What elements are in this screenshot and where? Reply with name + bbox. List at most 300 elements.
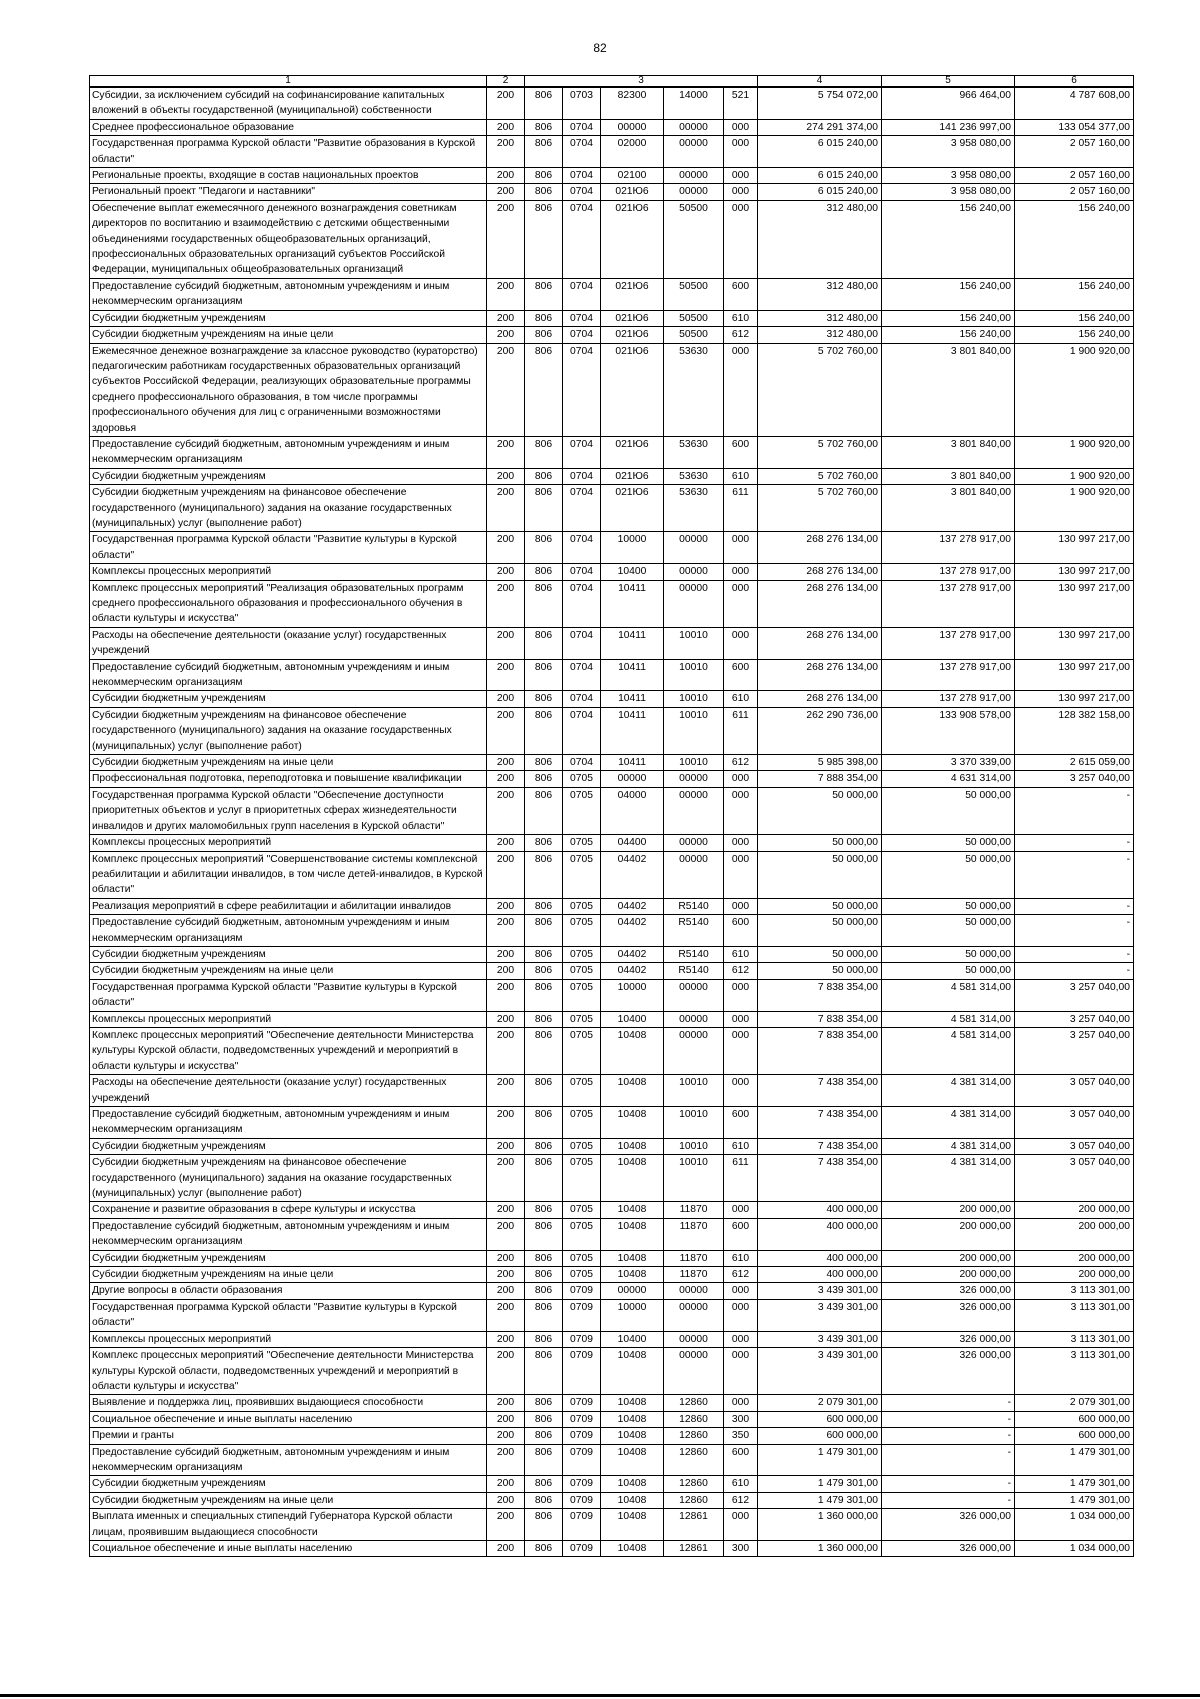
amount-col-6: - [1015,851,1134,898]
table-row [90,755,1134,771]
col-2-code: 200 [487,1202,525,1218]
section-code: 0704 [563,136,601,168]
amount-col-5: 133 908 578,00 [882,707,1015,754]
amount-col-5: 326 000,00 [882,1509,1015,1541]
amount-total: 268 276 134,00 [758,580,882,627]
amount-col-6: 3 113 301,00 [1015,1331,1134,1347]
amount-total: 400 000,00 [758,1267,882,1283]
amount-col-6: 200 000,00 [1015,1267,1134,1283]
expense-type: 000 [724,979,758,1011]
amount-col-6: 1 900 920,00 [1015,485,1134,532]
amount-col-5: - [882,1411,1015,1427]
col-2-code: 200 [487,1075,525,1107]
amount-col-5: 200 000,00 [882,1267,1015,1283]
section-code: 0709 [563,1476,601,1492]
amount-total: 50 000,00 [758,851,882,898]
amount-total: 312 480,00 [758,310,882,326]
amount-col-6: 2 057 160,00 [1015,136,1134,168]
table-row [90,1075,1134,1107]
ministry-code: 806 [525,1138,563,1154]
amount-col-5: - [882,1428,1015,1444]
amount-col-5: 3 801 840,00 [882,343,1015,436]
direction-code: 50500 [664,310,724,326]
amount-col-5: 156 240,00 [882,310,1015,326]
amount-col-5: 50 000,00 [882,787,1015,834]
row-name: Расходы на обеспечение деятельности (оказание услуг) государственных учреждений [90,1075,487,1107]
expense-type: 612 [724,327,758,343]
amount-col-6: 156 240,00 [1015,327,1134,343]
amount-col-6: 3 113 301,00 [1015,1348,1134,1395]
amount-total: 6 015 240,00 [758,184,882,200]
col-2-code: 200 [487,787,525,834]
amount-col-5: 4 581 314,00 [882,1027,1015,1074]
expense-type: 350 [724,1428,758,1444]
amount-total: 400 000,00 [758,1218,882,1250]
program-code: 021Ю6 [601,184,664,200]
program-code: 021Ю6 [601,200,664,278]
col-2-code: 200 [487,915,525,947]
amount-col-5: 200 000,00 [882,1218,1015,1250]
amount-col-5: 137 278 917,00 [882,532,1015,564]
table-row [90,851,1134,898]
ministry-code: 806 [525,168,563,184]
row-name: Субсидии бюджетным учреждениям [90,468,487,484]
ministry-code: 806 [525,1299,563,1331]
table-row [90,963,1134,979]
col-2-code: 200 [487,1509,525,1541]
section-code: 0704 [563,532,601,564]
ministry-code: 806 [525,343,563,436]
row-name: Предоставление субсидий бюджетным, автономным учреждениям и иным некоммерческим организациям [90,278,487,310]
ministry-code: 806 [525,1411,563,1427]
col-2-code: 200 [487,659,525,691]
table-row [90,532,1134,564]
direction-code: 00000 [664,168,724,184]
amount-col-6: 3 057 040,00 [1015,1138,1134,1154]
program-code: 00000 [601,119,664,135]
col-2-code: 200 [487,436,525,468]
table-row [90,1155,1134,1202]
direction-code: 10010 [664,1107,724,1139]
direction-code: 11870 [664,1250,724,1266]
table-row [90,1027,1134,1074]
program-code: 021Ю6 [601,327,664,343]
table-row [90,1395,1134,1411]
header-col-3: 3 [525,76,758,88]
amount-col-5: 4 581 314,00 [882,1011,1015,1027]
row-name: Субсидии бюджетным учреждениям на финансовое обеспечение государственного (муниципального) задания на оказание государственных (муниципальных) услуг (выполнение работ) [90,1155,487,1202]
row-name: Комплекс процессных мероприятий "Обеспечение деятельности Министерства культуры Курской области, подведомственных учреждений и мероприятий в области культуры и искусства" [90,1348,487,1395]
amount-total: 50 000,00 [758,787,882,834]
amount-col-5: - [882,1492,1015,1508]
ministry-code: 806 [525,1444,563,1476]
ministry-code: 806 [525,1348,563,1395]
direction-code: 12861 [664,1509,724,1541]
direction-code: 50500 [664,200,724,278]
row-name: Комплексы процессных мероприятий [90,835,487,851]
table-row [90,1202,1134,1218]
program-code: 10000 [601,1299,664,1331]
table-row [90,1411,1134,1427]
section-code: 0709 [563,1283,601,1299]
amount-col-5: 137 278 917,00 [882,691,1015,707]
section-code: 0704 [563,200,601,278]
table-row [90,1428,1134,1444]
expense-type: 000 [724,1027,758,1074]
expense-type: 610 [724,310,758,326]
amount-col-5: - [882,1444,1015,1476]
ministry-code: 806 [525,691,563,707]
program-code: 10408 [601,1155,664,1202]
amount-col-6: 1 034 000,00 [1015,1509,1134,1541]
amount-total: 5 754 072,00 [758,87,882,119]
section-code: 0704 [563,119,601,135]
amount-total: 5 702 760,00 [758,485,882,532]
amount-total: 3 439 301,00 [758,1331,882,1347]
section-code: 0709 [563,1411,601,1427]
direction-code: 50500 [664,278,724,310]
program-code: 02000 [601,136,664,168]
expense-type: 611 [724,1155,758,1202]
amount-col-6: 130 997 217,00 [1015,580,1134,627]
row-name: Комплекс процессных мероприятий "Обеспечение деятельности Министерства культуры Курской области, подведомственных учреждений и мероприятий в области культуры и искусства" [90,1027,487,1074]
ministry-code: 806 [525,564,563,580]
program-code: 10411 [601,580,664,627]
amount-col-5: 50 000,00 [882,835,1015,851]
direction-code: 12860 [664,1444,724,1476]
section-code: 0709 [563,1540,601,1556]
amount-col-6: - [1015,898,1134,914]
section-code: 0705 [563,915,601,947]
row-name: Комплексы процессных мероприятий [90,564,487,580]
table-row [90,691,1134,707]
direction-code: 53630 [664,468,724,484]
amount-col-5: 200 000,00 [882,1250,1015,1266]
direction-code: 00000 [664,1011,724,1027]
amount-col-6: 3 257 040,00 [1015,1027,1134,1074]
table-row [90,1299,1134,1331]
direction-code: 12860 [664,1411,724,1427]
program-code: 10408 [601,1509,664,1541]
row-name: Государственная программа Курской области "Развитие образования в Курской области" [90,136,487,168]
table-row [90,485,1134,532]
amount-total: 50 000,00 [758,915,882,947]
direction-code: 00000 [664,136,724,168]
expense-type: 000 [724,343,758,436]
direction-code: 11870 [664,1202,724,1218]
expense-type: 610 [724,1250,758,1266]
section-code: 0705 [563,1267,601,1283]
direction-code: 00000 [664,835,724,851]
amount-col-5: 4 381 314,00 [882,1138,1015,1154]
expense-type: 611 [724,707,758,754]
table-row [90,278,1134,310]
program-code: 04400 [601,835,664,851]
amount-total: 1 479 301,00 [758,1476,882,1492]
direction-code: R5140 [664,963,724,979]
table-row [90,310,1134,326]
amount-col-5: 4 381 314,00 [882,1075,1015,1107]
ministry-code: 806 [525,200,563,278]
program-code: 82300 [601,87,664,119]
section-code: 0704 [563,168,601,184]
row-name: Субсидии бюджетным учреждениям на иные цели [90,963,487,979]
ministry-code: 806 [525,755,563,771]
amount-total: 50 000,00 [758,835,882,851]
amount-total: 312 480,00 [758,200,882,278]
section-code: 0709 [563,1331,601,1347]
amount-col-6: 200 000,00 [1015,1218,1134,1250]
amount-col-5: 326 000,00 [882,1540,1015,1556]
direction-code: 12860 [664,1395,724,1411]
amount-col-6: 130 997 217,00 [1015,564,1134,580]
expense-type: 600 [724,1107,758,1139]
program-code: 10411 [601,755,664,771]
amount-col-5: 137 278 917,00 [882,580,1015,627]
table-row [90,835,1134,851]
ministry-code: 806 [525,979,563,1011]
table-row [90,1509,1134,1541]
table-row [90,436,1134,468]
amount-col-5: 4 381 314,00 [882,1155,1015,1202]
amount-col-6: 156 240,00 [1015,200,1134,278]
row-name: Комплекс процессных мероприятий "Совершенствование системы комплексной реабилитации и абилитации инвалидов, в том числе детей-инвалидов, в Курской области" [90,851,487,898]
expense-type: 000 [724,1395,758,1411]
amount-total: 3 439 301,00 [758,1348,882,1395]
amount-total: 50 000,00 [758,946,882,962]
direction-code: 53630 [664,485,724,532]
amount-total: 7 838 354,00 [758,1011,882,1027]
amount-col-5: 326 000,00 [882,1299,1015,1331]
col-2-code: 200 [487,1492,525,1508]
ministry-code: 806 [525,1492,563,1508]
row-name: Предоставление субсидий бюджетным, автономным учреждениям и иным некоммерческим организациям [90,915,487,947]
ministry-code: 806 [525,707,563,754]
program-code: 10408 [601,1540,664,1556]
ministry-code: 806 [525,915,563,947]
table-row [90,1218,1134,1250]
section-code: 0705 [563,1138,601,1154]
amount-col-5: 4 581 314,00 [882,979,1015,1011]
col-2-code: 200 [487,136,525,168]
ministry-code: 806 [525,835,563,851]
amount-col-5: - [882,1476,1015,1492]
row-name: Государственная программа Курской области "Развитие культуры в Курской области" [90,532,487,564]
row-name: Субсидии бюджетным учреждениям [90,1138,487,1154]
direction-code: 12860 [664,1492,724,1508]
row-name: Региональный проект "Педагоги и наставники" [90,184,487,200]
amount-col-6: 130 997 217,00 [1015,691,1134,707]
table-row [90,136,1134,168]
section-code: 0709 [563,1444,601,1476]
program-code: 021Ю6 [601,468,664,484]
amount-col-5: 3 958 080,00 [882,168,1015,184]
amount-col-6: 2 079 301,00 [1015,1395,1134,1411]
amount-total: 7 888 354,00 [758,771,882,787]
row-name: Обеспечение выплат ежемесячного денежного вознаграждения советникам директоров по воспитанию и взаимодействию с детскими общественными объединениями государственных общеобразовательных организаций, профессиональных образовательных организаций субъектов Российской Федерации, муниципальных общеобразовательных организаций [90,200,487,278]
table-row [90,343,1134,436]
amount-col-5: 50 000,00 [882,851,1015,898]
amount-col-6: 156 240,00 [1015,310,1134,326]
amount-col-5: - [882,1395,1015,1411]
direction-code: 00000 [664,564,724,580]
table-row [90,1476,1134,1492]
amount-col-6: 130 997 217,00 [1015,532,1134,564]
expense-type: 300 [724,1411,758,1427]
row-name: Предоставление субсидий бюджетным, автономным учреждениям и иным некоммерческим организациям [90,1218,487,1250]
ministry-code: 806 [525,659,563,691]
amount-total: 3 439 301,00 [758,1299,882,1331]
ministry-code: 806 [525,898,563,914]
ministry-code: 806 [525,1107,563,1139]
expense-type: 000 [724,898,758,914]
table-row [90,659,1134,691]
col-2-code: 200 [487,1331,525,1347]
ministry-code: 806 [525,1202,563,1218]
amount-col-5: 3 958 080,00 [882,184,1015,200]
amount-col-6: 130 997 217,00 [1015,627,1134,659]
amount-col-5: 4 381 314,00 [882,1107,1015,1139]
amount-col-5: 200 000,00 [882,1202,1015,1218]
ministry-code: 806 [525,1331,563,1347]
amount-col-6: - [1015,946,1134,962]
amount-col-6: 128 382 158,00 [1015,707,1134,754]
program-code: 04402 [601,946,664,962]
table-row [90,1444,1134,1476]
amount-total: 268 276 134,00 [758,659,882,691]
table-row [90,119,1134,135]
col-2-code: 200 [487,707,525,754]
row-name: Предоставление субсидий бюджетным, автономным учреждениям и иным некоммерческим организациям [90,659,487,691]
table-row [90,946,1134,962]
table-row [90,1267,1134,1283]
expense-type: 600 [724,278,758,310]
amount-total: 6 015 240,00 [758,136,882,168]
direction-code: 53630 [664,343,724,436]
ministry-code: 806 [525,1476,563,1492]
program-code: 10408 [601,1444,664,1476]
ministry-code: 806 [525,1509,563,1541]
table-row [90,580,1134,627]
section-code: 0704 [563,627,601,659]
section-code: 0704 [563,659,601,691]
row-name: Субсидии бюджетным учреждениям на иные цели [90,327,487,343]
amount-col-5: 3 801 840,00 [882,468,1015,484]
ministry-code: 806 [525,436,563,468]
expense-type: 611 [724,485,758,532]
section-code: 0704 [563,436,601,468]
direction-code: 00000 [664,1331,724,1347]
row-name: Государственная программа Курской области "Развитие культуры в Курской области" [90,1299,487,1331]
col-2-code: 200 [487,580,525,627]
amount-col-6: 200 000,00 [1015,1202,1134,1218]
amount-col-6: 1 479 301,00 [1015,1492,1134,1508]
amount-total: 312 480,00 [758,327,882,343]
direction-code: 12860 [664,1476,724,1492]
program-code: 10408 [601,1075,664,1107]
expense-type: 521 [724,87,758,119]
direction-code: 50500 [664,327,724,343]
section-code: 0705 [563,1218,601,1250]
program-code: 10411 [601,691,664,707]
amount-total: 400 000,00 [758,1250,882,1266]
amount-col-6: 1 479 301,00 [1015,1476,1134,1492]
expense-type: 000 [724,1011,758,1027]
program-code: 021Ю6 [601,436,664,468]
expense-type: 600 [724,1218,758,1250]
amount-col-5: 50 000,00 [882,963,1015,979]
row-name: Другие вопросы в области образования [90,1283,487,1299]
amount-col-5: 50 000,00 [882,946,1015,962]
direction-code: 00000 [664,771,724,787]
section-code: 0709 [563,1492,601,1508]
amount-total: 7 438 354,00 [758,1138,882,1154]
amount-total: 5 985 398,00 [758,755,882,771]
program-code: 00000 [601,1283,664,1299]
ministry-code: 806 [525,946,563,962]
program-code: 10408 [601,1428,664,1444]
amount-col-5: 4 631 314,00 [882,771,1015,787]
ministry-code: 806 [525,1250,563,1266]
section-code: 0705 [563,1202,601,1218]
program-code: 04402 [601,915,664,947]
amount-total: 1 479 301,00 [758,1444,882,1476]
direction-code: 00000 [664,979,724,1011]
ministry-code: 806 [525,184,563,200]
table-row [90,1283,1134,1299]
direction-code: 00000 [664,1283,724,1299]
section-code: 0704 [563,691,601,707]
row-name: Выплата именных и специальных стипендий Губернатора Курской области лицам, проявившим выдающиеся способности [90,1509,487,1541]
col-2-code: 200 [487,835,525,851]
amount-col-5: 141 236 997,00 [882,119,1015,135]
program-code: 10400 [601,1011,664,1027]
amount-col-5: 326 000,00 [882,1331,1015,1347]
program-code: 10400 [601,564,664,580]
amount-col-6: 3 257 040,00 [1015,771,1134,787]
expense-type: 612 [724,1492,758,1508]
col-2-code: 200 [487,1428,525,1444]
amount-total: 50 000,00 [758,963,882,979]
col-2-code: 200 [487,851,525,898]
row-name: Сохранение и развитие образования в сфере культуры и искусства [90,1202,487,1218]
table-row [90,898,1134,914]
direction-code: 12861 [664,1540,724,1556]
amount-total: 6 015 240,00 [758,168,882,184]
col-2-code: 200 [487,278,525,310]
program-code: 10411 [601,627,664,659]
expense-type: 000 [724,771,758,787]
col-2-code: 200 [487,946,525,962]
expense-type: 000 [724,184,758,200]
table-row [90,168,1134,184]
row-name: Комплекс процессных мероприятий "Реализация образовательных программ среднего профессионального образования и профессионального обучения в области культуры и искусства" [90,580,487,627]
direction-code: 00000 [664,1348,724,1395]
table-row [90,771,1134,787]
ministry-code: 806 [525,327,563,343]
program-code: 10000 [601,532,664,564]
program-code: 10408 [601,1107,664,1139]
ministry-code: 806 [525,1428,563,1444]
amount-col-6: 1 900 920,00 [1015,436,1134,468]
table-row [90,1492,1134,1508]
ministry-code: 806 [525,787,563,834]
direction-code: 10010 [664,707,724,754]
amount-col-5: 137 278 917,00 [882,659,1015,691]
program-code: 10408 [601,1395,664,1411]
row-name: Комплексы процессных мероприятий [90,1331,487,1347]
program-code: 04402 [601,851,664,898]
